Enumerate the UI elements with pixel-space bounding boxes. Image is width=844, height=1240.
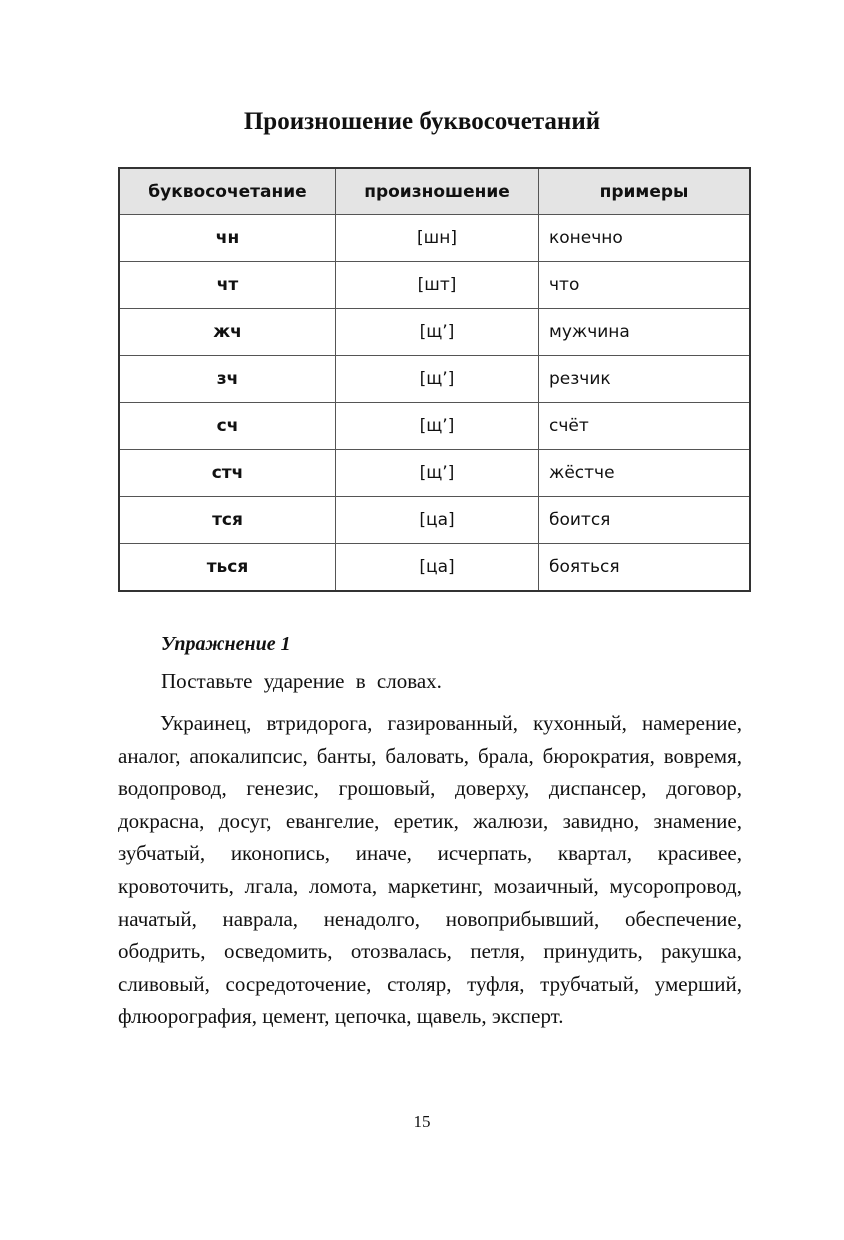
pronunciation-cell: [ца] bbox=[336, 544, 539, 592]
exercise-instruction: Поставьте ударение в словах. bbox=[161, 669, 442, 693]
table-row bbox=[119, 356, 750, 403]
combination-cell: тся bbox=[119, 497, 336, 544]
pronunciation-cell: [шн] bbox=[336, 215, 539, 262]
exercise-title: Упражнение 1 bbox=[161, 633, 291, 655]
example-cell: жёстче bbox=[539, 450, 751, 497]
combination-cell: сч bbox=[119, 403, 336, 450]
table-row bbox=[119, 497, 750, 544]
combination-cell: чт bbox=[119, 262, 336, 309]
combination-cell: зч bbox=[119, 356, 336, 403]
table-row bbox=[119, 450, 750, 497]
table-row bbox=[119, 309, 750, 356]
combination-cell: ться bbox=[119, 544, 336, 592]
table-row bbox=[119, 544, 750, 592]
table-header-row bbox=[119, 168, 750, 215]
example-cell: резчик bbox=[539, 356, 751, 403]
exercise-word-list: Украинец, втридорога, газированный, кухонный, намерение, аналог, апокалипсис, банты, баловать, брала, бюрократия, вовремя, водопровод, генезис, грошовый, доверху, диспансер, договор, докрасна, досуг, евангелие, еретик, жалюзи, завидно, знамение, зубчатый, иконопись, иначе, исчерпать, квартал, красивее, кровоточить, лгала, ломота, маркетинг, мозаичный, мусоропровод, начатый, наврала, ненадолго, новоприбывший, обеспечение, ободрить, осведомить, отозвалась, петля, принудить, ракушка, сливовый, сосредоточение, столяр, туфля, трубчатый, умерший, флюорография, цемент, цепочка, щавель, эксперт. bbox=[118, 711, 742, 1029]
example-cell: что bbox=[539, 262, 751, 309]
example-cell: счёт bbox=[539, 403, 751, 450]
pronunciation-cell: [щ’] bbox=[336, 356, 539, 403]
table-row bbox=[119, 403, 750, 450]
combination-cell: стч bbox=[119, 450, 336, 497]
pronunciation-cell: [ца] bbox=[336, 497, 539, 544]
table-row bbox=[119, 215, 750, 262]
page-number: 15 bbox=[413, 1112, 431, 1131]
example-cell: мужчина bbox=[539, 309, 751, 356]
pronunciation-cell: [шт] bbox=[336, 262, 539, 309]
pronunciation-cell: [щ’] bbox=[336, 309, 539, 356]
column-header-examples: примеры bbox=[539, 168, 751, 215]
column-header-combination: буквосочетание bbox=[119, 168, 336, 215]
pronunciation-cell: [щ’] bbox=[336, 450, 539, 497]
table-row bbox=[119, 262, 750, 309]
page-title: Произношение буквосочетаний bbox=[243, 108, 601, 135]
pronunciation-cell: [щ’] bbox=[336, 403, 539, 450]
column-header-pronunciation: произношение bbox=[336, 168, 539, 215]
example-cell: конечно bbox=[539, 215, 751, 262]
combination-cell: жч bbox=[119, 309, 336, 356]
pronunciation-table bbox=[118, 167, 751, 592]
example-cell: бояться bbox=[539, 544, 751, 592]
example-cell: боится bbox=[539, 497, 751, 544]
combination-cell: чн bbox=[119, 215, 336, 262]
